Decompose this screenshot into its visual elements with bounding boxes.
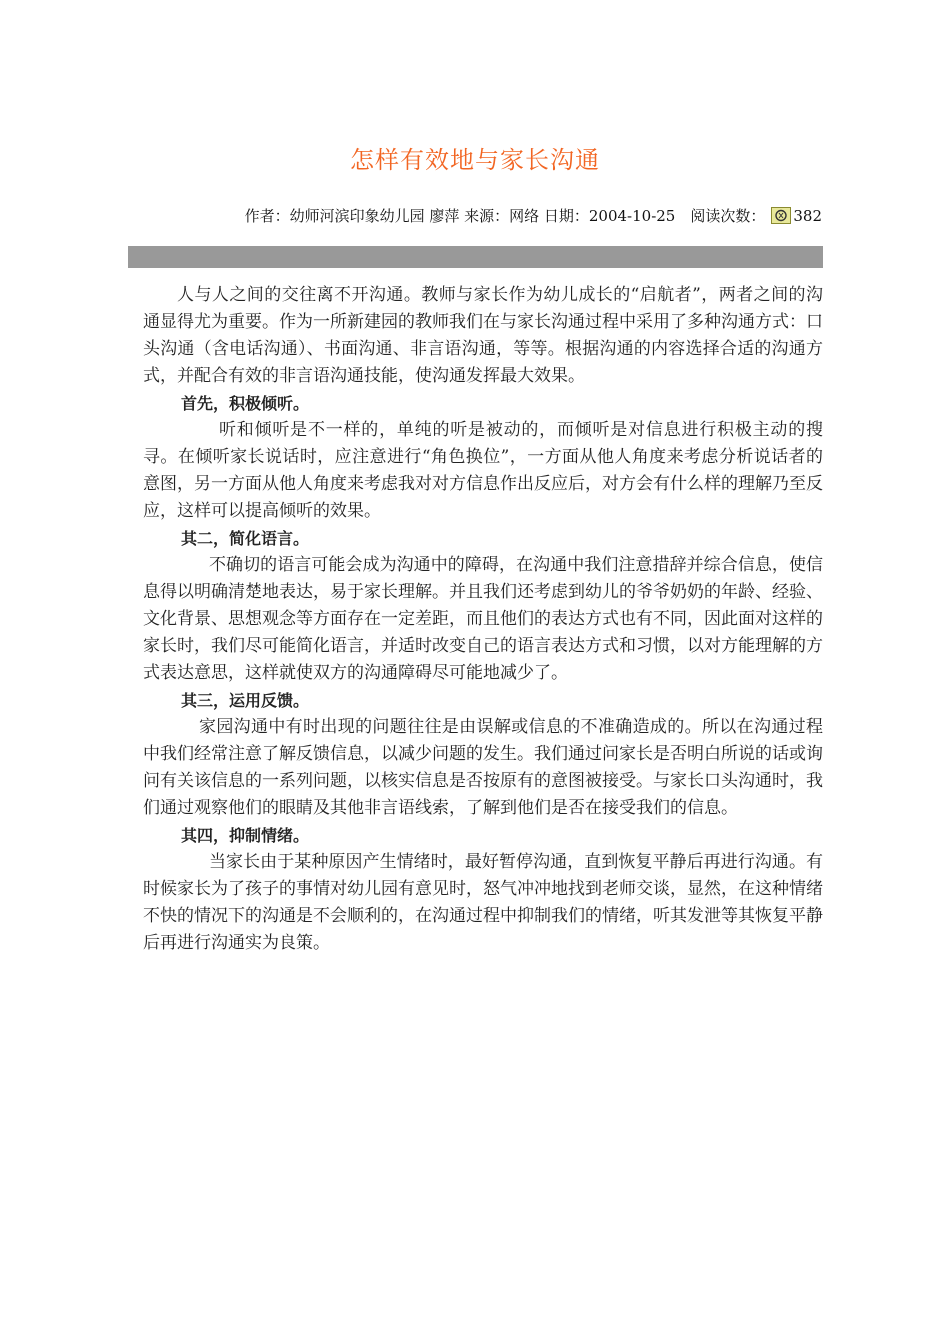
section-paragraph-4: 当家长由于某种原因产生情绪时，最好暂停沟通，直到恢复平静后再进行沟通。有时候家长为了孩子的事情对幼儿园有意见时，怒气冲冲地找到老师交谈，显然，在这种情绪不快的情况下的沟通是不会顺利的，在沟通过程中抑制我们的情绪，听其发泄等其恢复平静后再进行沟通实为良策。 [143, 852, 823, 953]
article-meta [245, 205, 822, 226]
hit-counter-icon [771, 207, 791, 224]
section-heading-4: 其四，抑制情绪。 [181, 826, 310, 845]
intro-paragraph: 人与人之间的交往离不开沟通。教师与家长作为幼儿成长的“启航者”，两者之间的沟通显得尤为重要。作为一所新建园的教师我们在与家长沟通过程中采用了多种沟通方式：口头沟通（含电话沟通）、书面沟通、非言语沟通，等等。根据沟通的内容选择合适的沟通方式，并配合有效的非言语沟通技能，使沟通发挥最大效果。 [143, 285, 823, 386]
article-body [143, 282, 823, 957]
section-paragraph-2: 不确切的语言可能会成为沟通中的障碍，在沟通中我们注意措辞并综合信息，使信息得以明确清楚地表达，易于家长理解。并且我们还考虑到幼儿的爷爷奶奶的年龄、经验、文化背景、思想观念等方面存在一定差距，而且他们的表达方式也有不同，因此面对这样的家长时，我们尽可能简化语言，并适时改变自己的语言表达方式和习惯，以对方能理解的方式表达意思，这样就使双方的沟通障碍尽可能地减少了。 [143, 555, 823, 683]
header-divider-bar [128, 246, 823, 268]
section-heading-3: 其三，运用反馈。 [181, 691, 310, 710]
article-title: 怎样有效地与家长沟通 [350, 146, 600, 174]
section-heading-2: 其二，简化语言。 [181, 529, 310, 548]
section-paragraph-3: 家园沟通中有时出现的问题往往是由误解或信息的不准确造成的。所以在沟通过程中我们经常注意了解反馈信息，以减少问题的发生。我们通过问家长是否明白所说的话或询问有关该信息的一系列问题，以核实信息是否按原有的意图被接受。与家长口头沟通时，我们通过观察他们的眼睛及其他非言语线索，了解到他们是否在接受我们的信息。 [143, 717, 823, 818]
read-count: 382 [793, 206, 822, 225]
meta-text: 作者：幼师河滨印象幼儿园 廖萍 来源：网络 日期：2004-10-25 阅读次数： [244, 207, 766, 225]
section-paragraph-1: 听和倾听是不一样的，单纯的听是被动的，而倾听是对信息进行积极主动的搜寻。在倾听家长说话时，应注意进行“角色换位”，一方面从他人角度来考虑分析说话者的意图，另一方面从他人角度来考虑我对对方信息作出反应后，对方会有什么样的理解乃至反应，这样可以提高倾听的效果。 [143, 420, 823, 521]
section-heading-1: 首先，积极倾听。 [181, 394, 310, 413]
